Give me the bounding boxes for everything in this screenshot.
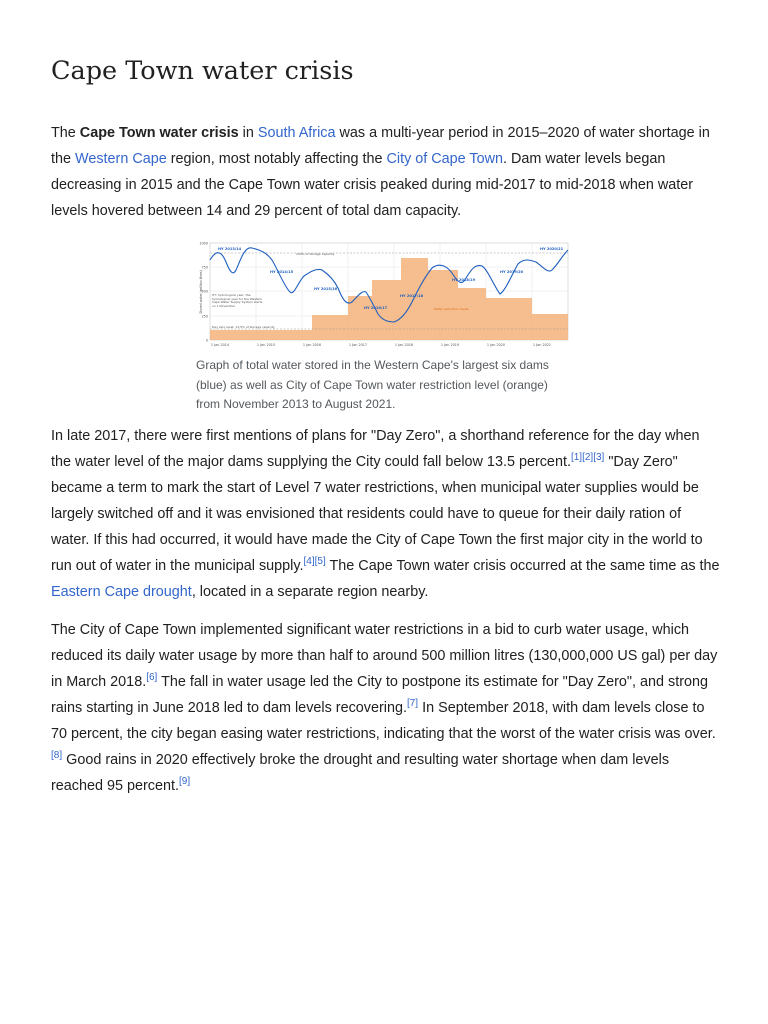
citation xyxy=(304,556,326,567)
hy-label: HY 2013/14 xyxy=(218,247,242,251)
x-tick: 1 Jan 2021 xyxy=(532,343,552,347)
hy-label: HY 2018/19 xyxy=(452,278,476,282)
x-tick: 1 Jan 2016 xyxy=(302,343,322,347)
citation xyxy=(407,698,418,709)
day-zero-paragraph xyxy=(51,423,723,605)
citation xyxy=(179,776,190,787)
link-city-of-cape-town[interactable]: City of Cape Town xyxy=(386,151,503,167)
link-eastern-cape-drought[interactable]: Eastern Cape drought xyxy=(51,584,192,600)
y-tick: 250 xyxy=(201,314,208,319)
capacity-annotation: 100% of storage capacity xyxy=(296,252,335,256)
hy-label: HY 2014/15 xyxy=(270,270,294,274)
citation-link[interactable]: [6] xyxy=(146,672,158,683)
text-run: The xyxy=(51,125,80,141)
x-tick: 1 Jan 2017 xyxy=(348,343,368,347)
citation-link[interactable]: [3] xyxy=(593,452,605,463)
hy-label: HY 2015/16 xyxy=(314,287,338,291)
x-tick: 1 Jan 2020 xyxy=(486,343,506,347)
text-run: Good rains in 2020 effectively broke the drought and resulting water shortage when dam levels reached 95 percent. xyxy=(51,752,670,794)
text-run: The Cape Town water crisis occurred at the same time as the xyxy=(325,558,720,574)
dam-storage-graph xyxy=(196,240,572,348)
hy-label: HY 2016/17 xyxy=(364,306,388,310)
citation-link[interactable]: [9] xyxy=(179,776,191,787)
hy-label: HY 2020/21 xyxy=(540,247,564,251)
citation-link[interactable]: [5] xyxy=(314,556,326,567)
y-tick: 1000 xyxy=(199,241,208,246)
day-zero-annotation: Day zero level: 13.5% of storage capacity xyxy=(212,325,275,329)
y-tick: 500 xyxy=(201,289,208,294)
link-western-cape[interactable]: Western Cape xyxy=(75,151,167,167)
x-axis-ticks xyxy=(211,343,551,347)
bold-term: Cape Town water crisis xyxy=(79,125,239,141)
text-run: region, most notably affecting the xyxy=(166,151,387,167)
citation-link[interactable]: [2] xyxy=(582,452,594,463)
restriction-annotation: Water restriction levels xyxy=(434,307,469,311)
text-run: The City of Cape Town implemented significant water restrictions in a bid to curb water usage, which reduced its daily water usage by more than half to around 500 million litres (130,000,000 US gal) per day in March 2018. xyxy=(51,622,718,690)
citation-link[interactable]: [4] xyxy=(303,556,315,567)
restrictions-paragraph xyxy=(51,617,723,799)
text-run: In late 2017, there were first mentions of plans for "Day Zero", a shorthand reference for the day when the water level of the major dams supplying the City could fall below 13.5 percent. xyxy=(51,428,700,470)
citation-link[interactable]: [8] xyxy=(51,750,63,761)
citation xyxy=(571,452,604,463)
page-title: Cape Town water crisis xyxy=(51,56,354,86)
hy-label: HY 2017/18 xyxy=(400,294,424,298)
figure-caption: Graph of total water stored in the Western Cape's largest six dams (blue) as well as City of Cape Town water restriction level (orange) from November 2013 to August 2021. xyxy=(196,358,549,411)
hy-note: HY: hydrological year; the hydrological year for the Western Cape Water Supply System starts on 1 November xyxy=(212,294,263,308)
legend-note xyxy=(212,294,264,308)
citation-link[interactable]: [1] xyxy=(570,452,583,463)
citation-link[interactable]: [7] xyxy=(406,698,419,709)
y-tick: 0 xyxy=(205,338,208,343)
text-run: . Dam water levels began decreasing in 2015 and the Cape Town water crisis peaked during mid-2017 to mid-2018 when water levels hovered between 14 and 29 percent of total dam capacity. xyxy=(51,151,694,219)
link-south-africa[interactable]: South Africa xyxy=(257,125,336,141)
y-tick: 750 xyxy=(201,265,208,270)
x-tick: 1 Jan 2014 xyxy=(210,343,230,347)
text-run: was a multi-year period in 2015–2020 of water shortage in the xyxy=(51,125,710,167)
x-tick: 1 Jan 2019 xyxy=(440,343,460,347)
x-tick: 1 Jan 2015 xyxy=(256,343,276,347)
y-axis-label: Stored water (million litres) xyxy=(199,270,203,314)
text-run: , located in a separate region nearby. xyxy=(191,584,429,600)
text-run: The fall in water usage led the City to postpone its estimate for "Day Zero", and strong rains starting in June 2018 led to dam levels recovering. xyxy=(51,674,709,716)
hy-label: HY 2019/20 xyxy=(500,270,524,274)
x-tick: 1 Jan 2018 xyxy=(394,343,414,347)
dam-storage-figure[interactable] xyxy=(196,240,572,348)
intro-paragraph xyxy=(51,120,723,224)
citation xyxy=(146,672,157,683)
citation xyxy=(51,750,62,761)
text-run: "Day Zero" became a term to mark the start of Level 7 water restrictions, when municipal water supplies would be largely switched off and it was envisioned that residents could have to queue for their daily ration of water. If this had occurred, it would have made the City of Cape Town the first major city in the world to run out of water in the municipal supply. xyxy=(51,454,703,574)
text-run: in xyxy=(238,125,258,141)
text-run: In September 2018, with dam levels close to 70 percent, the city began easing water restrictions, indicating that the worst of the water crisis was over. xyxy=(51,700,716,742)
